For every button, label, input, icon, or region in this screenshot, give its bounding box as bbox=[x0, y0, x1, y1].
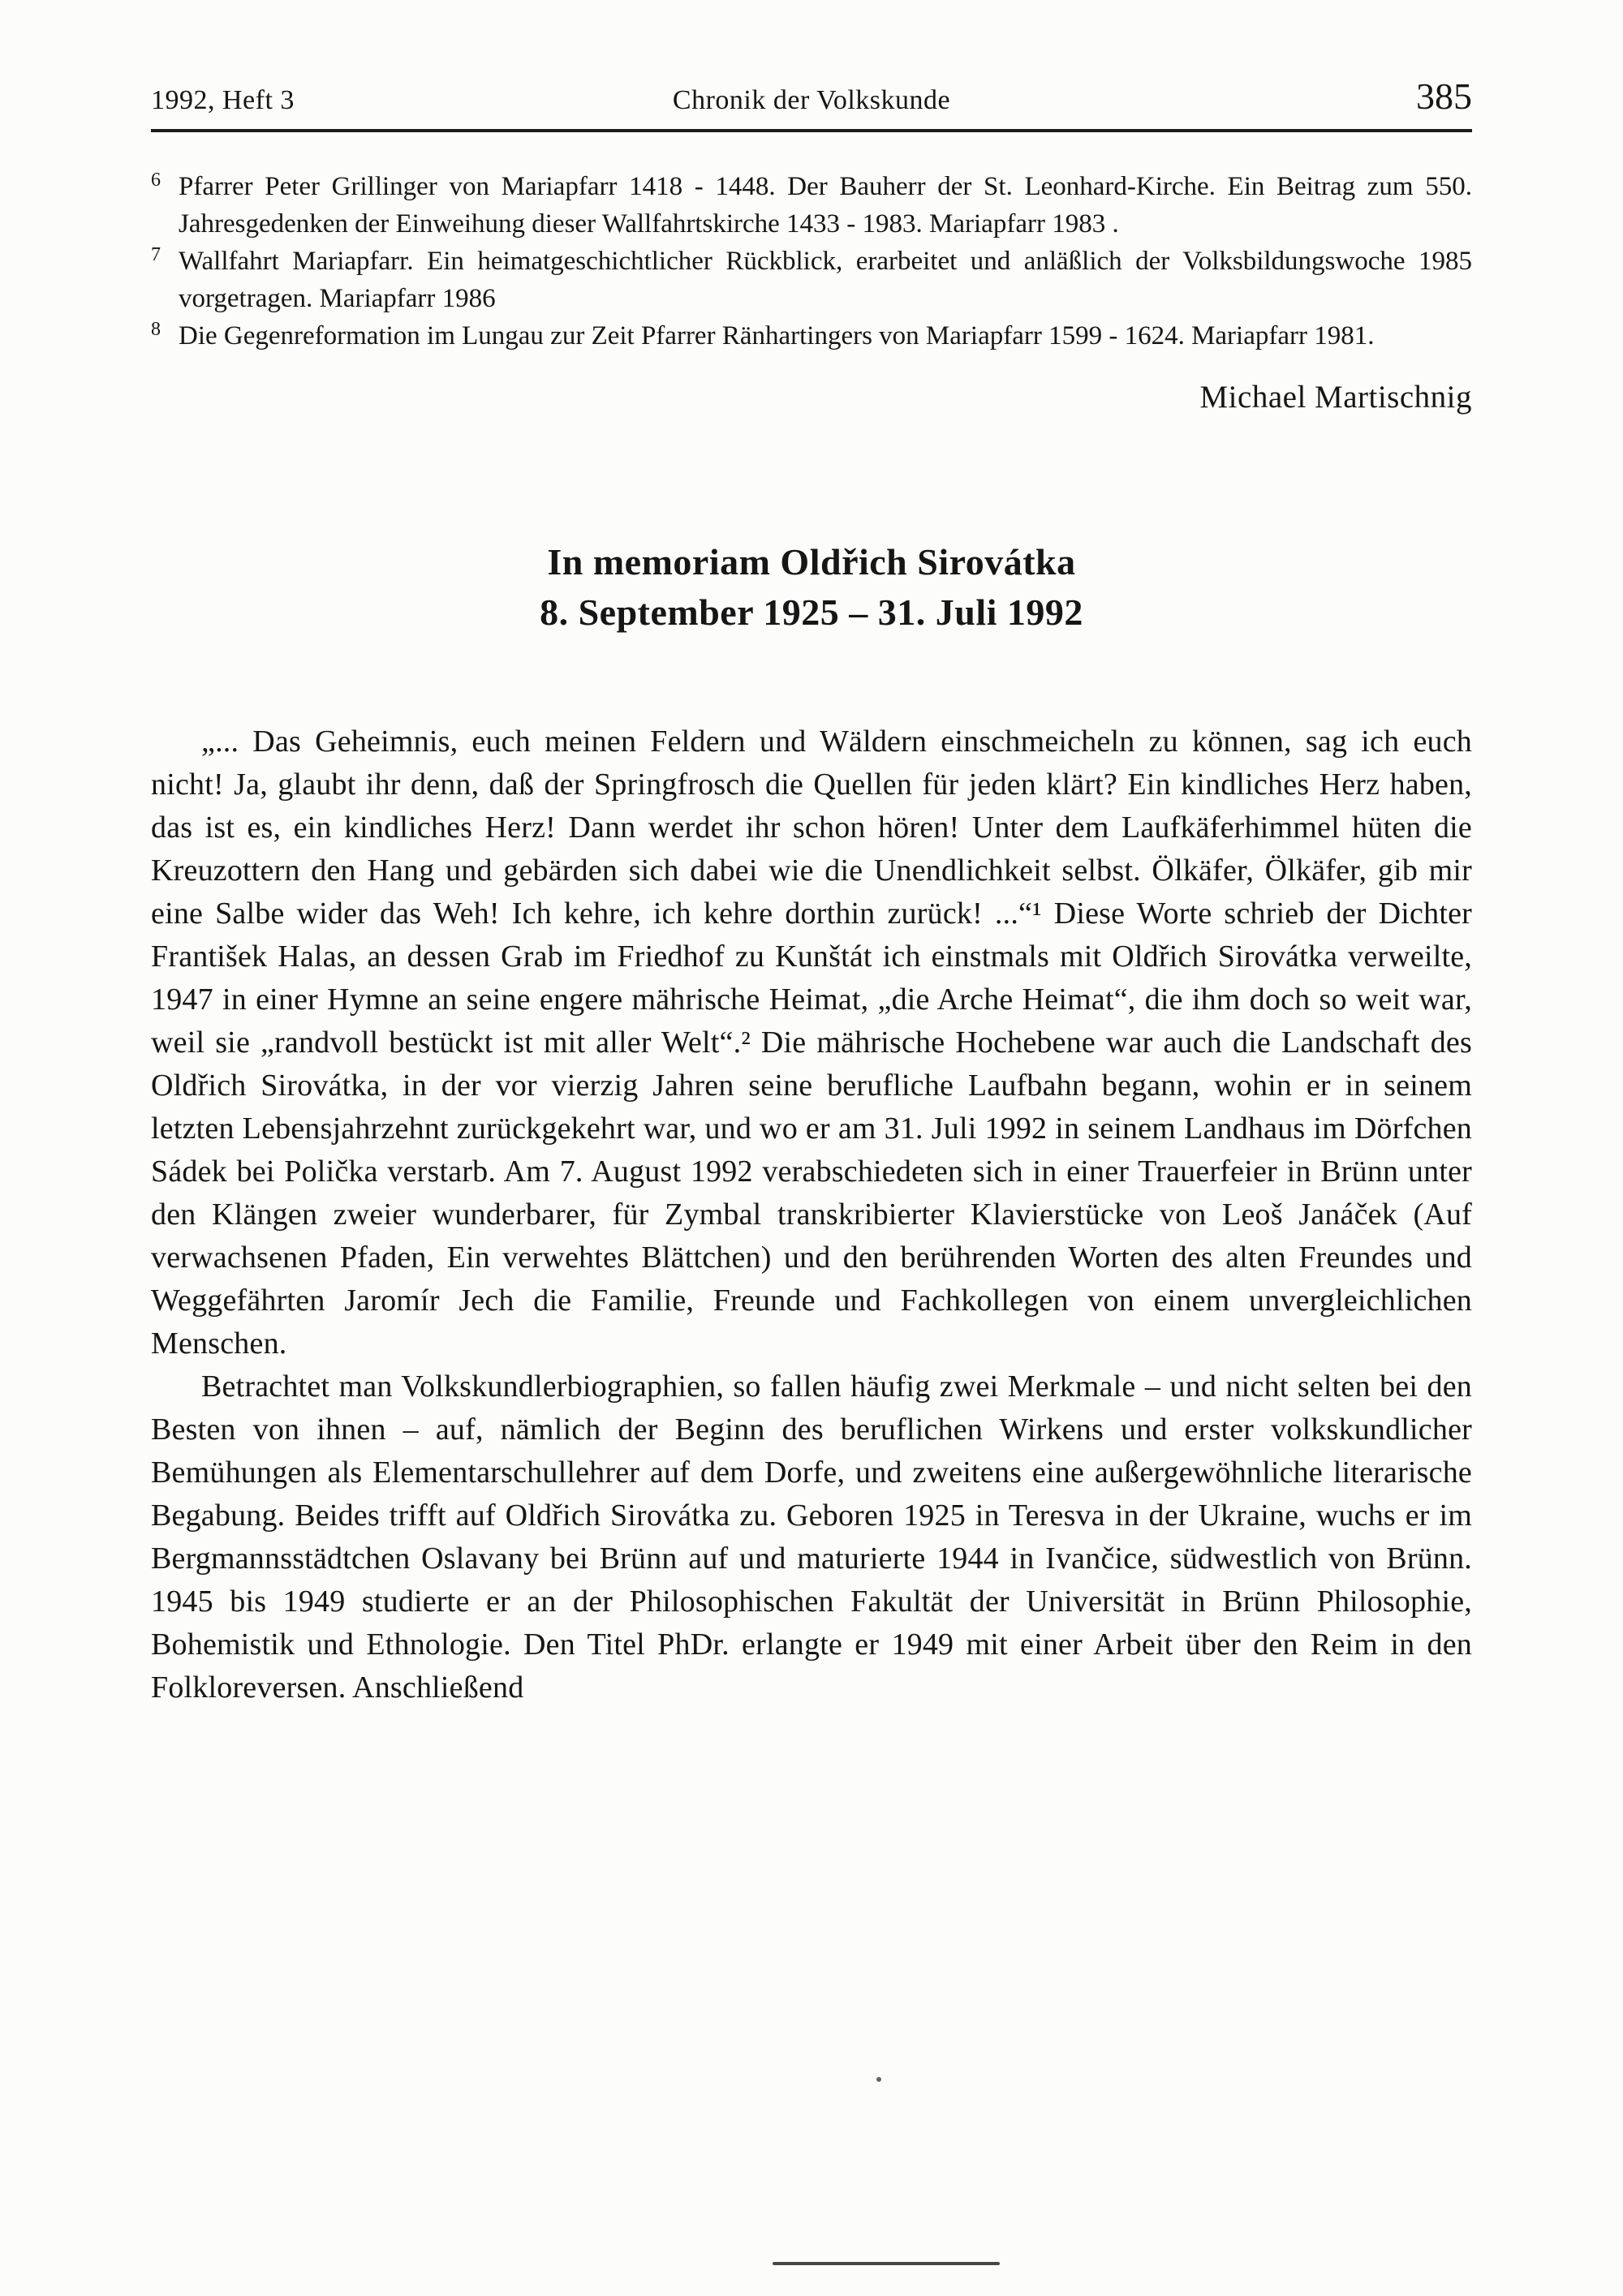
footnote-8-number: 8 bbox=[151, 319, 161, 340]
header-rule bbox=[151, 129, 1472, 132]
obituary-title-dates: 8. September 1925 – 31. Juli 1992 bbox=[540, 591, 1083, 633]
scan-artifact-line bbox=[773, 2262, 1000, 2265]
scan-artifact-dot bbox=[876, 2077, 881, 2082]
obituary-paragraph-2: Betrachtet man Volkskundlerbiographien, so fallen häufig zwei Merkmale – und nicht selten bei den Besten von ihnen – auf, nämlich der Beginn des beruflichen Wirkens und erster volkskundlicher Bemühungen als Elementarschullehrer auf dem Dorfe, und zweitens eine außergewöhnliche literarische Begabung. Beides trifft auf Oldřich Sirovátka zu. Geboren 1925 in Teresva in der Ukraine, wuchs er im Bergmannsstädtchen Oslavany bei Brünn auf und maturierte 1944 in Ivančice, südwestlich von Brünn. 1945 bis 1949 studierte er an der Philosophischen Fakultät der Universität in Brünn Philosophie, Bohemistik und Ethnologie. Den Titel PhDr. erlangte er 1949 mit einer Arbeit über den Reim in den Folkloreversen. Anschließend bbox=[151, 1369, 1472, 1705]
footnote-8 bbox=[151, 317, 1472, 355]
header-journal-title: Chronik der Volkskunde bbox=[672, 85, 951, 115]
footnote-6-number: 6 bbox=[151, 170, 161, 191]
obituary-title-name: In memoriam Oldřich Sirovátka bbox=[547, 541, 1076, 583]
obituary-body bbox=[151, 720, 1472, 1709]
footnote-6 bbox=[151, 168, 1472, 243]
footnote-7-number: 7 bbox=[151, 244, 161, 265]
footnote-7-text: Wallfahrt Mariapfarr. Ein heimatgeschichtlicher Rückblick, erarbeitet und anläßlich der Volksbildungswoche 1985 vorgetragen. Mariapfarr 1986 bbox=[179, 247, 1472, 313]
author-signature: Michael Martischnig bbox=[1199, 380, 1472, 415]
header-page-number: 385 bbox=[1416, 75, 1472, 117]
footnote-8-text: Die Gegenreformation im Lungau zur Zeit Pfarrer Ränhartingers von Mariapfarr 1599 - 1624. Mariapfarr 1981. bbox=[179, 321, 1375, 350]
footnote-7 bbox=[151, 243, 1472, 317]
page-header bbox=[151, 75, 1472, 118]
obituary-title bbox=[151, 537, 1472, 638]
footnotes-section bbox=[151, 168, 1472, 355]
header-issue: 1992, Heft 3 bbox=[151, 85, 295, 115]
footnote-6-text: Pfarrer Peter Grillinger von Mariapfarr 1418 - 1448. Der Bauherr der St. Leonhard-Kirche. Ein Beitrag zum 550. Jahresgedenken der Einweihung dieser Wallfahrtskirche 1433 - 1983. Mariapfarr 1983 . bbox=[179, 172, 1472, 239]
obituary-paragraph-1: „... Das Geheimnis, euch meinen Feldern und Wäldern einschmeicheln zu können, sag ich euch nicht! Ja, glaubt ihr denn, daß der Springfrosch die Quellen für jeden klärt? Ein kindliches Herz haben, das ist es, ein kindliches Herz! Dann werdet ihr schon hören! Unter dem Laufkäferhimmel hüten die Kreuzottern den Hang und gebärden sich dabei wie die Unendlichkeit selbst. Ölkäfer, Ölkäfer, gib mir eine Salbe wider das Weh! Ich kehre, ich kehre dorthin zurück! ...“¹ Diese Worte schrieb der Dichter František Halas, an dessen Grab im Friedhof zu Kunštát ich einstmals mit Oldřich Sirovátka verweilte, 1947 in einer Hymne an seine engere mährische Heimat, „die Arche Heimat“, die ihm doch so weit war, weil sie „randvoll bestückt ist mit aller Welt“.² Die mährische Hochebene war auch die Landschaft des Oldřich Sirovátka, in der vor vierzig Jahren seine berufliche Laufbahn begann, wohin er in seinem letzten Lebensjahrzehnt zurückgekehrt war, und wo er am 31. Juli 1992 in seinem Landhaus im Dörfchen Sádek bei Polička verstarb. Am 7. August 1992 verabschiedeten sich in einer Trauerfeier in Brünn unter den Klängen zweier wunderbarer, für Zymbal transkribierter Klavierstücke von Leoš Janáček (Auf verwachsenen Pfaden, Ein verwehtes Blättchen) und den berührenden Worten des alten Freundes und Weggefährten Jaromír Jech die Familie, Freunde und Fachkollegen von einem unvergleichlichen Menschen. bbox=[151, 724, 1472, 1361]
